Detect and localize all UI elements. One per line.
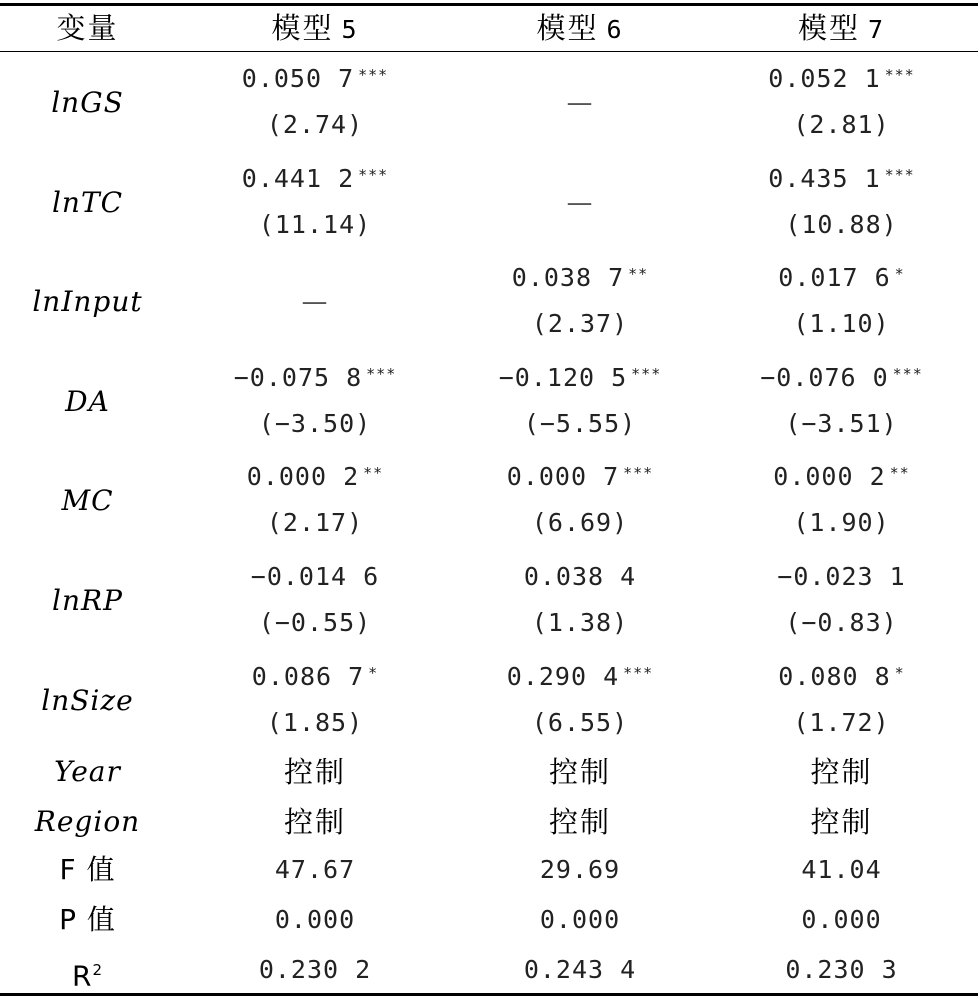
statistic-value: 0.230 2 bbox=[258, 955, 372, 984]
header-variable: 变量 bbox=[56, 11, 119, 45]
coefficient bbox=[705, 157, 978, 201]
t-statistic: (1.38) bbox=[531, 608, 629, 637]
t-statistic: (2.17) bbox=[266, 508, 364, 538]
t-statistic: (−3.50) bbox=[258, 408, 372, 438]
significance-stars: *** bbox=[892, 364, 923, 383]
statistic-name bbox=[0, 898, 175, 942]
significance-stars: *** bbox=[623, 663, 654, 682]
statistic-name bbox=[0, 848, 175, 892]
coefficient bbox=[175, 655, 455, 699]
t-statistic: (11.14) bbox=[258, 209, 372, 239]
statistic-value: 0.000 bbox=[539, 905, 621, 934]
header-model-label: 模型 bbox=[536, 11, 599, 45]
header-model-number: 7 bbox=[867, 15, 886, 44]
coefficient-value: −0.076 0 bbox=[760, 362, 889, 392]
significance-stars: *** bbox=[884, 165, 915, 184]
empty-cell-dash: — bbox=[301, 287, 329, 318]
coefficient-value: 0.000 2 bbox=[246, 462, 360, 492]
t-statistic: (−0.55) bbox=[258, 608, 372, 637]
variable-name: lnSize bbox=[41, 683, 134, 717]
significance-stars: *** bbox=[884, 66, 915, 84]
coefficient bbox=[705, 356, 978, 400]
empty-cell-dash: — bbox=[566, 187, 594, 218]
t-statistic: (−3.51) bbox=[785, 408, 898, 438]
coefficient bbox=[705, 655, 978, 699]
significance-stars: * bbox=[894, 265, 905, 284]
control-indicator: 控制 bbox=[548, 805, 611, 839]
statistic-value: 41.04 bbox=[801, 855, 882, 884]
control-indicator: 控制 bbox=[810, 805, 873, 839]
t-statistic: (1.10) bbox=[793, 309, 890, 339]
coefficient-value: 0.038 7 bbox=[511, 263, 625, 293]
variable-name: lnInput bbox=[32, 285, 143, 319]
coefficient bbox=[705, 57, 978, 101]
significance-stars: * bbox=[894, 663, 905, 682]
variable-name: lnTC bbox=[51, 185, 124, 219]
coefficient bbox=[175, 555, 455, 599]
coefficient-value: 0.290 4 bbox=[506, 661, 620, 691]
t-statistic: (1.90) bbox=[793, 508, 890, 538]
statistic-superscript: 2 bbox=[92, 961, 103, 979]
coefficient-value: 0.435 1 bbox=[768, 163, 881, 193]
coefficient-value: 0.052 1 bbox=[768, 64, 881, 93]
t-statistic: (2.37) bbox=[531, 309, 629, 339]
coefficient bbox=[455, 655, 705, 699]
statistic-value: 0.243 4 bbox=[523, 955, 637, 984]
t-statistic: (6.69) bbox=[531, 508, 629, 538]
coefficient bbox=[175, 57, 455, 101]
variable-name: MC bbox=[61, 484, 114, 518]
empty-cell-dash: — bbox=[566, 88, 594, 118]
statistic-label: F 值 bbox=[59, 853, 116, 886]
variable-name: Region bbox=[34, 805, 141, 838]
t-statistic: (2.81) bbox=[793, 110, 890, 139]
control-indicator: 控制 bbox=[283, 805, 346, 839]
t-statistic: (1.85) bbox=[266, 707, 364, 737]
t-statistic: (−5.55) bbox=[523, 408, 637, 438]
statistic-name bbox=[0, 948, 175, 992]
header-rule bbox=[0, 51, 978, 52]
statistic-label: P 值 bbox=[59, 903, 116, 936]
significance-stars: ** bbox=[628, 265, 649, 284]
variable-name: Year bbox=[54, 755, 121, 788]
header-model-number: 5 bbox=[341, 15, 359, 44]
t-statistic: (−0.83) bbox=[785, 608, 898, 637]
coefficient bbox=[705, 256, 978, 300]
coefficient-value: −0.014 6 bbox=[250, 562, 380, 591]
coefficient-value: 0.080 8 bbox=[778, 661, 891, 691]
t-statistic: (6.55) bbox=[531, 707, 629, 737]
significance-stars: *** bbox=[631, 364, 662, 383]
statistic-value: 29.69 bbox=[539, 855, 621, 884]
control-indicator: 控制 bbox=[810, 755, 873, 789]
coefficient bbox=[175, 356, 455, 400]
variable-name: lnRP bbox=[52, 584, 123, 617]
coefficient-value: 0.050 7 bbox=[241, 64, 355, 93]
header-model-number: 6 bbox=[606, 15, 624, 44]
header-model-7 bbox=[705, 6, 978, 50]
coefficient-value: 0.000 2 bbox=[773, 462, 886, 492]
statistic-value: 0.000 bbox=[274, 905, 356, 934]
coefficient bbox=[705, 455, 978, 499]
coefficient bbox=[175, 157, 455, 201]
coefficient-value: −0.023 1 bbox=[777, 562, 906, 591]
coefficient-value: 0.000 7 bbox=[506, 462, 620, 492]
statistic-value: 0.000 bbox=[801, 905, 882, 934]
significance-stars: * bbox=[368, 663, 379, 682]
t-statistic: (10.88) bbox=[785, 209, 898, 239]
statistic-value: 0.230 3 bbox=[785, 955, 898, 984]
coefficient bbox=[455, 555, 705, 599]
significance-stars: ** bbox=[889, 464, 910, 483]
coefficient bbox=[175, 455, 455, 499]
header-model-label: 模型 bbox=[797, 11, 860, 45]
coefficient-value: −0.120 5 bbox=[498, 362, 628, 392]
coefficient-value: 0.017 6 bbox=[778, 263, 891, 293]
coefficient-value: 0.441 2 bbox=[241, 163, 355, 193]
significance-stars: *** bbox=[623, 464, 654, 483]
significance-stars: *** bbox=[366, 364, 397, 383]
header-model-label: 模型 bbox=[271, 11, 334, 45]
statistic-value: 47.67 bbox=[274, 855, 356, 884]
significance-stars: ** bbox=[363, 464, 384, 483]
header-model-6 bbox=[455, 6, 705, 50]
t-statistic: (2.74) bbox=[266, 110, 364, 139]
coefficient-value: −0.075 8 bbox=[233, 362, 363, 392]
t-statistic: (1.72) bbox=[793, 707, 890, 737]
coefficient-value: 0.086 7 bbox=[251, 661, 365, 691]
bottom-rule bbox=[0, 993, 978, 996]
header-model-5 bbox=[175, 6, 455, 50]
coefficient bbox=[455, 455, 705, 499]
coefficient bbox=[455, 356, 705, 400]
variable-name: DA bbox=[65, 384, 110, 418]
coefficient bbox=[455, 256, 705, 300]
control-indicator: 控制 bbox=[548, 755, 611, 789]
control-indicator: 控制 bbox=[283, 755, 346, 789]
significance-stars: *** bbox=[358, 165, 389, 184]
statistic-label: R bbox=[71, 959, 93, 993]
coefficient-value: 0.038 4 bbox=[523, 562, 637, 591]
significance-stars: *** bbox=[358, 66, 389, 84]
variable-name: lnGS bbox=[51, 86, 124, 119]
coefficient bbox=[705, 555, 978, 599]
